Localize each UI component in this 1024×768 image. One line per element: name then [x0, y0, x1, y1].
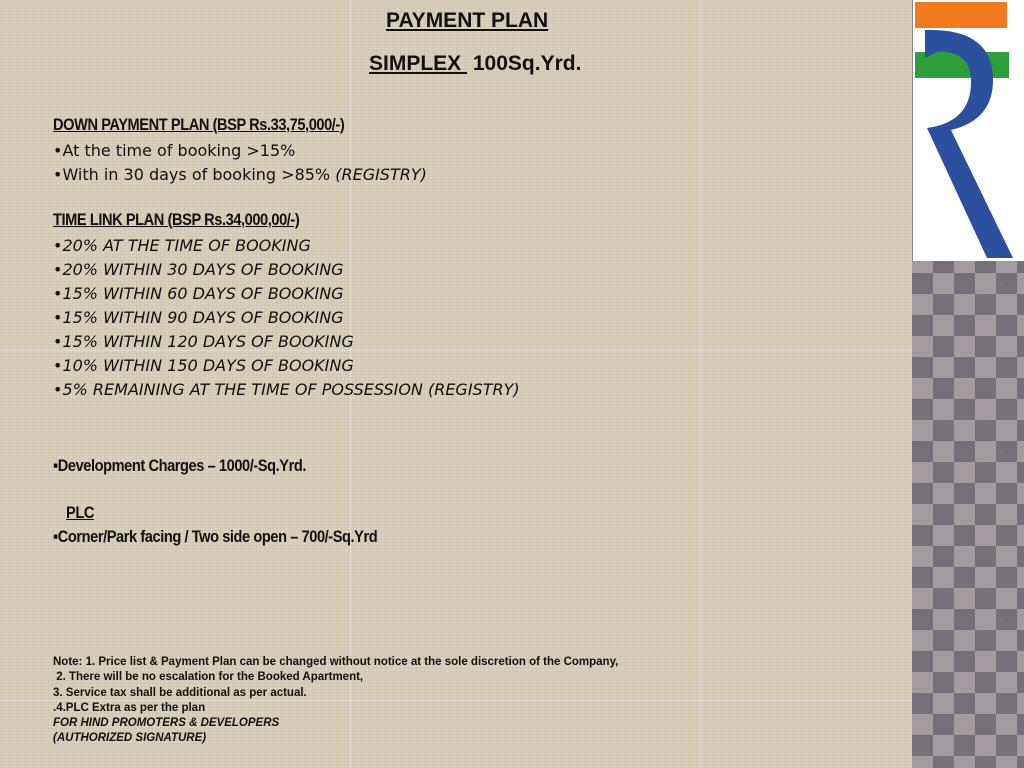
plc-heading: PLC [66, 503, 94, 522]
logo-box [912, 0, 1024, 261]
note-line: 3. Service tax shall be additional as per actual. [53, 686, 307, 699]
rupee-logo-icon [913, 0, 1024, 261]
time-link-item: •20% WITHIN 30 DAYS OF BOOKING [53, 260, 344, 279]
company-name: FOR HIND PROMOTERS & DEVELOPERS [53, 717, 280, 730]
note-line: 2. There will be no escalation for the Booked Apartment, [53, 671, 364, 684]
notes-block [53, 655, 618, 747]
down-payment-item: •At the time of booking >15% [53, 141, 296, 160]
plc-item: ▪Corner/Park facing / Two side open – 700/-Sq.Yrd [53, 527, 378, 546]
time-link-item: •15% WITHIN 60 DAYS OF BOOKING [53, 284, 344, 303]
registry-note: (REGISTRY) [335, 165, 427, 184]
page-subtitle [369, 52, 581, 76]
time-link-item: •15% WITHIN 90 DAYS OF BOOKING [53, 308, 344, 327]
time-link-item: •10% WITHIN 150 DAYS OF BOOKING [53, 356, 354, 375]
signature-label: (AUTHORIZED SIGNATURE) [53, 732, 207, 745]
time-link-item: •5% REMAINING AT THE TIME OF POSSESSION (REGISTRY) [53, 380, 520, 399]
note-line: .4.PLC Extra as per the plan [53, 701, 206, 714]
note-line: Note: 1. Price list & Payment Plan can be changed without notice at the sole discretion of the Company, [53, 656, 619, 668]
unit-size: 100Sq.Yrd. [467, 52, 582, 75]
development-charges: ▪Development Charges – 1000/-Sq.Yrd. [53, 456, 306, 475]
time-link-item: •15% WITHIN 120 DAYS OF BOOKING [53, 332, 354, 351]
time-link-heading: TIME LINK PLAN (BSP Rs.34,000,00/-) [53, 210, 300, 229]
time-link-item: •20% AT THE TIME OF BOOKING [53, 236, 311, 255]
background-gridline [700, 0, 701, 768]
page-title: PAYMENT PLAN [386, 9, 549, 32]
down-payment-heading: DOWN PAYMENT PLAN (BSP Rs.33,75,000/-) [53, 115, 345, 134]
unit-type: SIMPLEX [369, 52, 468, 75]
down-payment-item: •With in 30 days of booking >85% (REGISTRY) [53, 165, 427, 184]
